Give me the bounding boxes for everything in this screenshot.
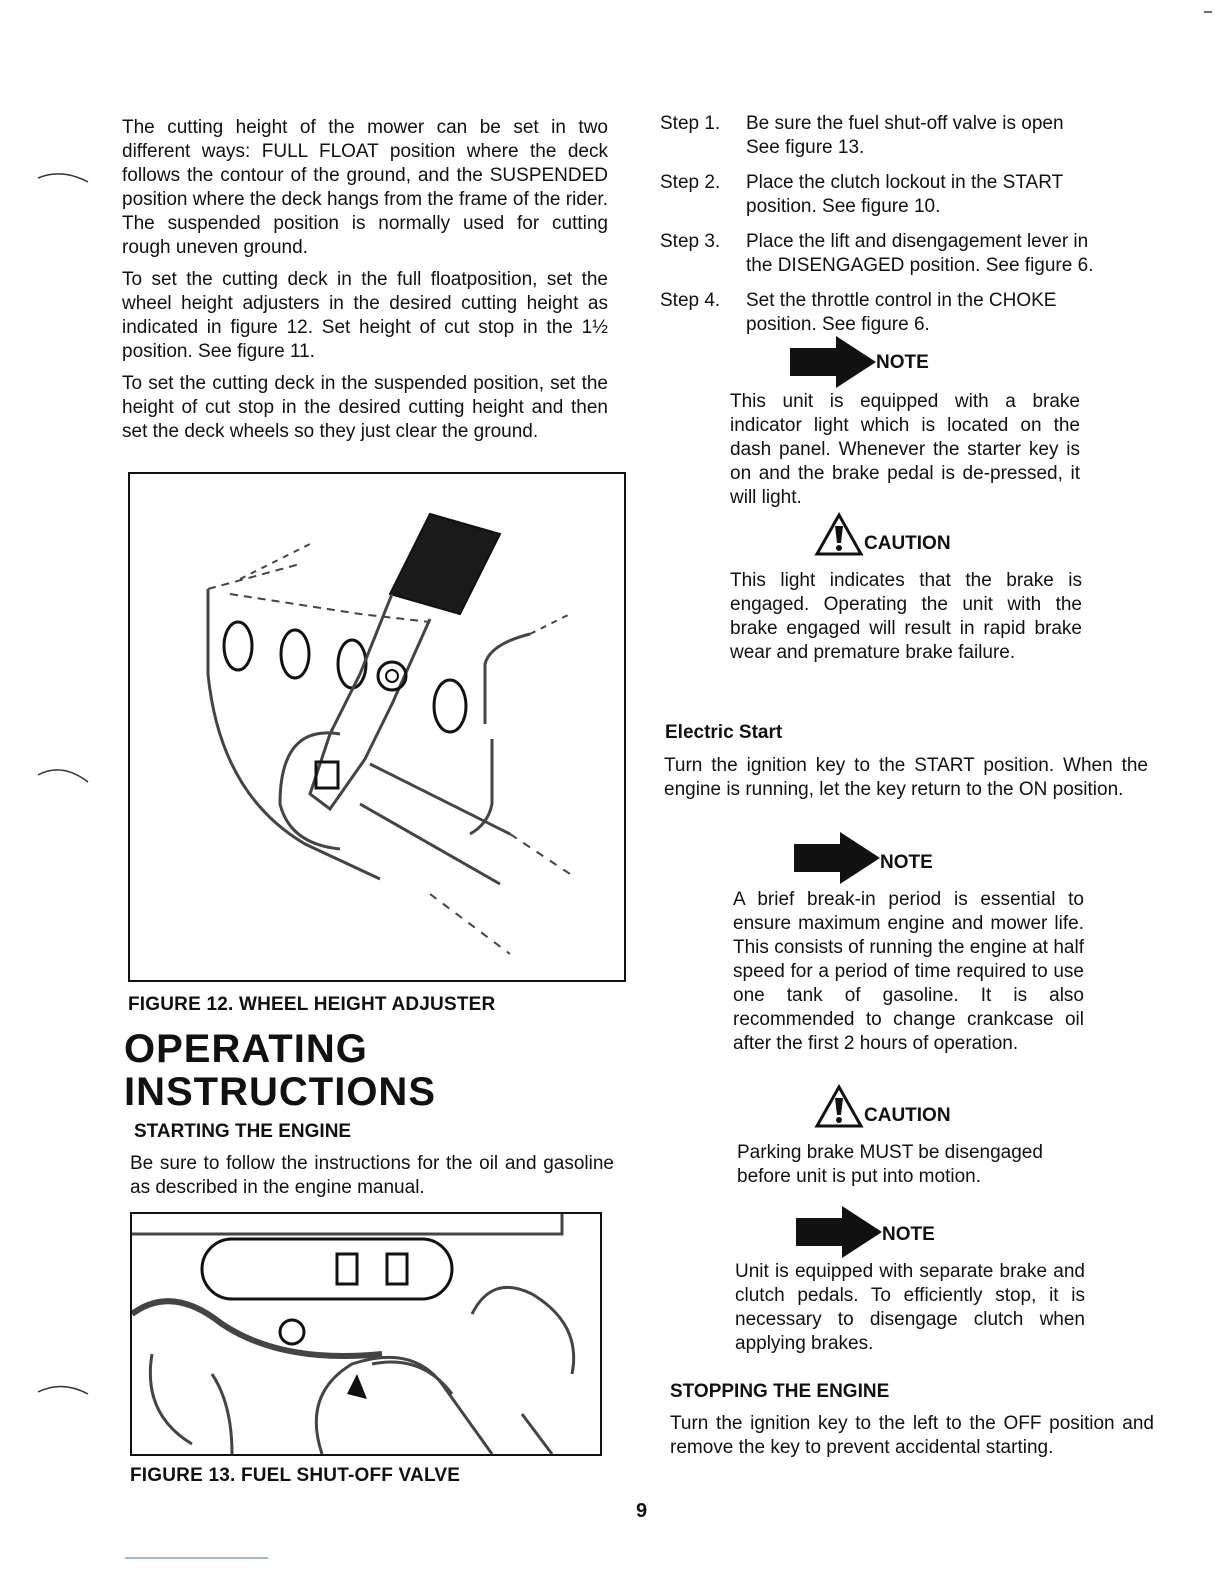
step-4-text-line1: Set the throttle control in the CHOKE	[746, 290, 1057, 311]
step-1-text-line2: See figure 13.	[746, 137, 865, 158]
step-2-label: Step 2.	[660, 172, 721, 193]
caution-1-text: This light indicates that the brake is engaged. Operating the unit with the brake engaged will result in rapid brake wear and premature brake failure.	[730, 570, 1082, 663]
note-1-text: This unit is equipped with a brake indicator light which is located on the dash panel. Whenever the starter key is on and the brake pedal is de-pressed, it will light.	[730, 391, 1080, 508]
step-2-text-line2: position. See figure 10.	[746, 196, 941, 217]
step-4-text-line2: position. See figure 6.	[746, 314, 930, 335]
step-3-text-line1: Place the lift and disengagement lever in	[746, 231, 1089, 252]
caution-2-label: CAUTION	[864, 1105, 951, 1126]
electric-start-text: Turn the ignition key to the START position. When the engine is running, let the key return to the ON position.	[664, 755, 1148, 800]
note-1-label: NOTE	[876, 352, 929, 373]
section-title-line2: INSTRUCTIONS	[124, 1070, 436, 1114]
page-number: 9	[636, 1500, 648, 1522]
note-3-text: Unit is equipped with separate brake and clutch pedals. To efficiently stop, it is necessary to disengage clutch when applying brakes.	[735, 1261, 1085, 1354]
stopping-engine-text: Turn the ignition key to the left to the OFF position and remove the key to prevent accidental starting.	[670, 1413, 1154, 1458]
section-title-line1: OPERATING	[124, 1027, 368, 1071]
step-3-text-line2: the DISENGAGED position. See figure 6.	[746, 255, 1094, 276]
intro-paragraph-3: To set the cutting deck in the suspended position, set the height of cut stop in the desired cutting height and then set the deck wheels so they just clear the ground.	[122, 373, 608, 442]
note-2-label: NOTE	[880, 852, 933, 873]
caution-1-label: CAUTION	[864, 533, 951, 554]
intro-paragraph-2: To set the cutting deck in the full floatposition, set the wheel height adjusters in the desired cutting height as indicated in figure 12. Set height of cut stop in the 1½ position. See figure 11.	[122, 269, 608, 362]
stopping-engine-heading: STOPPING THE ENGINE	[670, 1381, 890, 1402]
starting-engine-text: Be sure to follow the instructions for the oil and gasoline as described in the engine manual.	[130, 1153, 614, 1198]
step-1-label: Step 1.	[660, 113, 721, 134]
caution-2-text: Parking brake MUST be disengaged before unit is put into motion.	[737, 1142, 1043, 1187]
note-3-label: NOTE	[882, 1224, 935, 1245]
intro-paragraph-1: The cutting height of the mower can be set in two different ways: FULL FLOAT position where the deck follows the contour of the ground, and the SUSPENDED position where the deck hangs from the frame of the rider. The suspended position is normally used for cutting rough uneven ground.	[122, 117, 608, 258]
note-2-text: A brief break-in period is essential to ensure maximum engine and mower life. This consists of running the engine at half speed for a period of time required to use one tank of gasoline. It is also recommended to change crankcase oil after the first 2 hours of operation.	[733, 889, 1084, 1054]
figure-13-caption: FIGURE 13. FUEL SHUT-OFF VALVE	[130, 1465, 461, 1486]
electric-start-heading: Electric Start	[665, 722, 783, 743]
step-4-label: Step 4.	[660, 290, 721, 311]
figure-12-caption: FIGURE 12. WHEEL HEIGHT ADJUSTER	[128, 994, 496, 1015]
starting-engine-heading: STARTING THE ENGINE	[134, 1121, 352, 1142]
step-3-label: Step 3.	[660, 231, 721, 252]
step-2-text-line1: Place the clutch lockout in the START	[746, 172, 1064, 193]
step-1-text-line1: Be sure the fuel shut-off valve is open	[746, 113, 1064, 134]
